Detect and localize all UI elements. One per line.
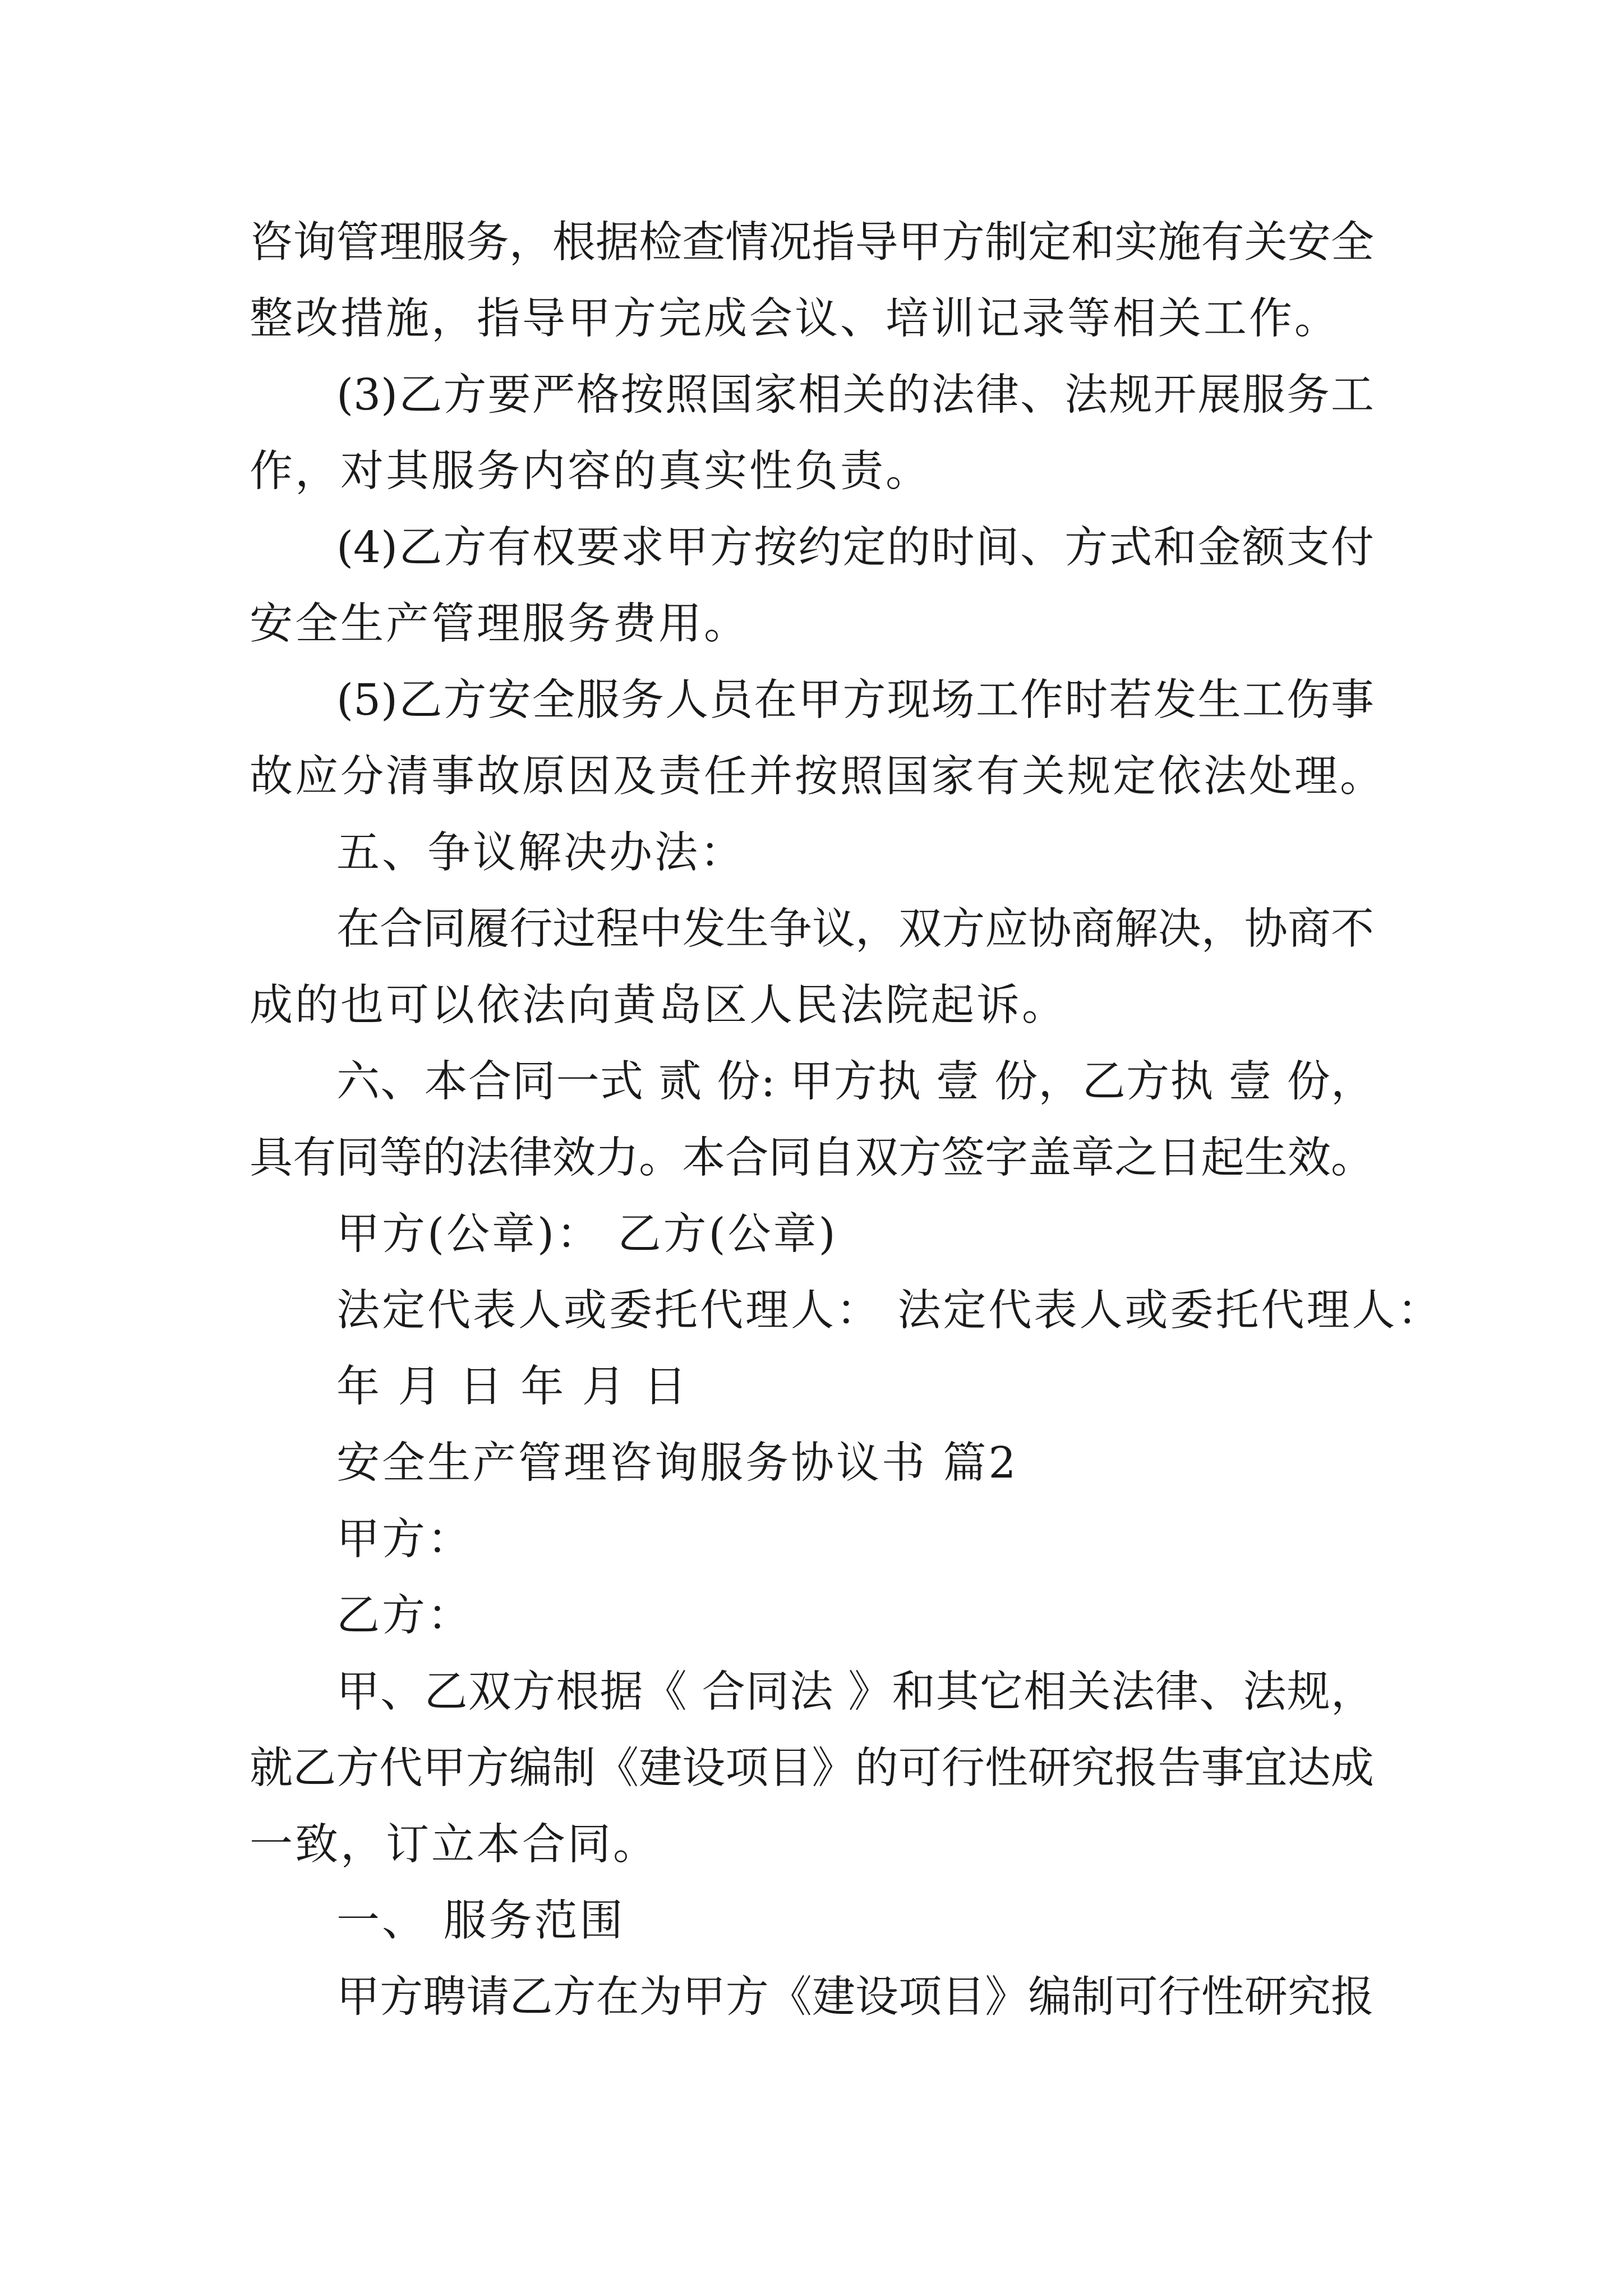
agreement-title: 安全生产管理咨询服务协议书 篇2 xyxy=(336,1438,1018,1488)
copies-paragraph-line: 六、本合同一式 贰 份: 甲方执 壹 份，乙方执 壹 份， xyxy=(336,1057,1374,1107)
representative-line: 法定代表人或委托代理人： 法定代表人或委托代理人： xyxy=(336,1286,1443,1336)
preamble-line: 一致，订立本合同。 xyxy=(250,1820,658,1870)
clause-3-line: 作，对其服务内容的真实性负责。 xyxy=(250,447,931,496)
copies-paragraph-line: 具有同等的法律效力。本合同自双方签字盖章之日起生效。 xyxy=(250,1133,1374,1183)
scope-paragraph-line: 甲方聘请乙方在为甲方《建设项目》编制可行性研究报 xyxy=(336,1972,1374,2022)
section-heading-scope: 一、 服务范围 xyxy=(336,1896,625,1946)
preamble-line: 就乙方代甲方编制《建设项目》的可行性研究报告事宜达成 xyxy=(250,1743,1374,1793)
seal-line: 甲方(公章)： 乙方(公章) xyxy=(336,1209,838,1259)
clause-5-line: (5)乙方安全服务人员在甲方现场工作时若发生工伤事 xyxy=(336,675,1374,725)
dispute-paragraph-line: 在合同履行过程中发生争议，双方应协商解决，协商不 xyxy=(336,904,1374,954)
section-heading-dispute: 五、争议解决办法： xyxy=(336,828,745,878)
paragraph-line: 整改措施，指导甲方完成会议、培训记录等相关工作。 xyxy=(250,294,1340,344)
paragraph-line: 咨询管理服务，根据检查情况指导甲方制定和实施有关安全 xyxy=(250,218,1374,268)
party-a-label: 甲方： xyxy=(336,1515,473,1565)
date-line: 年 月 日 年 月 日 xyxy=(336,1362,689,1412)
preamble-line: 甲、乙双方根据《 合同法 》和其它相关法律、法规， xyxy=(336,1667,1374,1717)
clause-4-line: 安全生产管理服务费用。 xyxy=(250,599,749,649)
clause-5-line: 故应分清事故原因及责任并按照国家有关规定依法处理。 xyxy=(250,752,1385,802)
dispute-paragraph-line: 成的也可以依法向黄岛区人民法院起诉。 xyxy=(250,981,1067,1030)
clause-4-line: (4)乙方有权要求甲方按约定的时间、方式和金额支付 xyxy=(336,523,1374,573)
party-b-label: 乙方： xyxy=(336,1591,473,1641)
clause-3-line: (3)乙方要严格按照国家相关的法律、法规开展服务工 xyxy=(336,370,1374,420)
